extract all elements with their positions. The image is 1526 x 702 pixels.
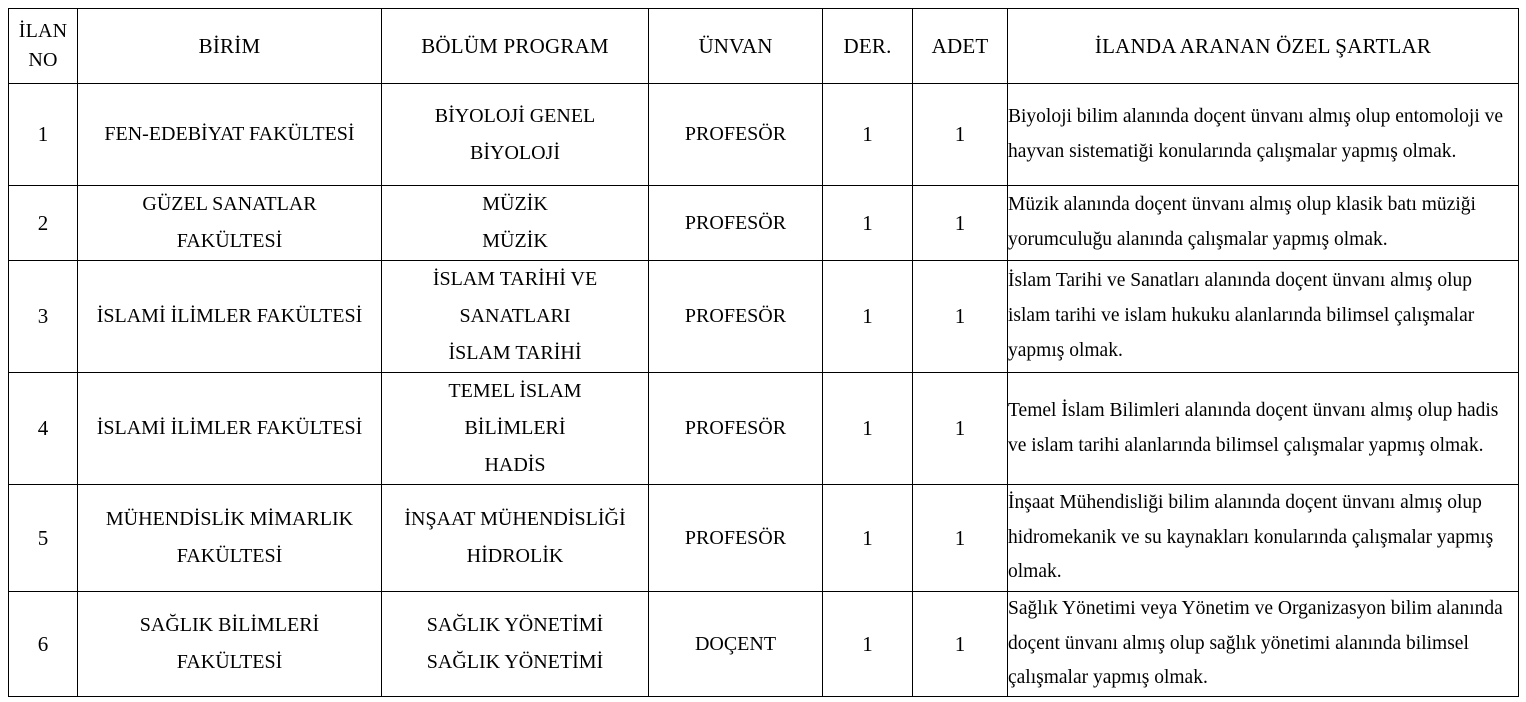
bolum-line: HİDROLİK	[466, 545, 564, 567]
birim-line: İSLAMİ İLİMLER FAKÜLTESİ	[96, 305, 363, 327]
bolum-line: İSLAM TARİHİ VE	[432, 268, 598, 290]
cell-bolum-program	[382, 186, 649, 261]
cell-bolum-program	[382, 592, 649, 697]
cell-birim	[78, 485, 382, 592]
cell-ilan-no: 2	[9, 186, 78, 261]
bolum-line: SANATLARI	[459, 305, 571, 327]
cell-unvan: DOÇENT	[649, 592, 823, 697]
bolum-line: MÜZİK	[482, 193, 548, 215]
cell-derece: 1	[823, 592, 913, 697]
column-header-adet: ADET	[913, 9, 1008, 84]
cell-bolum-program	[382, 485, 649, 592]
column-header-bolum-program: BÖLÜM PROGRAM	[382, 9, 649, 84]
academic-positions-table	[8, 8, 1519, 697]
cell-bolum-program	[382, 373, 649, 485]
table-row	[9, 592, 1519, 697]
cell-adet: 1	[913, 84, 1008, 186]
cell-adet: 1	[913, 373, 1008, 485]
bolum-line: BİYOLOJİ	[470, 141, 560, 164]
cell-unvan: PROFESÖR	[649, 373, 823, 485]
cell-derece: 1	[823, 186, 913, 261]
cell-bolum-program	[382, 261, 649, 373]
bolum-line: İNŞAAT MÜHENDİSLİĞİ	[404, 508, 626, 530]
table-header	[9, 9, 1519, 84]
cell-unvan: PROFESÖR	[649, 485, 823, 592]
cell-ilan-no: 6	[9, 592, 78, 697]
bolum-line: TEMEL İSLAM	[448, 380, 582, 402]
cell-ozel-sartlar: İnşaat Mühendisliği bilim alanında doçent ünvanı almış olup hidromekanik ve su kaynakları konularında çalışmalar yapmış olmak.	[1008, 485, 1519, 592]
cell-birim	[78, 592, 382, 697]
table-row	[9, 186, 1519, 261]
header-row	[9, 9, 1519, 84]
table-row	[9, 485, 1519, 592]
cell-bolum-program	[382, 84, 649, 186]
birim-line: SAĞLIK BİLİMLERİ	[139, 614, 320, 637]
cell-ozel-sartlar: Biyoloji bilim alanında doçent ünvanı almış olup entomoloji ve hayvan sistematiği konularında çalışmalar yapmış olmak.	[1008, 84, 1519, 186]
cell-birim	[78, 186, 382, 261]
cell-birim	[78, 84, 382, 186]
cell-ozel-sartlar: Müzik alanında doçent ünvanı almış olup klasik batı müziği yorumculuğu alanında çalışmalar yapmış olmak.	[1008, 186, 1519, 261]
cell-ilan-no: 4	[9, 373, 78, 485]
cell-unvan: PROFESÖR	[649, 84, 823, 186]
bolum-line: MÜZİK	[482, 230, 548, 252]
column-header-derece: DER.	[823, 9, 913, 84]
bolum-line: BİLİMLERİ	[464, 417, 566, 439]
cell-adet: 1	[913, 261, 1008, 373]
cell-birim	[78, 373, 382, 485]
cell-ozel-sartlar: Temel İslam Bilimleri alanında doçent ünvanı almış olup hadis ve islam tarihi alanlarında bilimsel çalışmalar yapmış olmak.	[1008, 373, 1519, 485]
bolum-line: HADİS	[484, 454, 546, 476]
cell-adet: 1	[913, 186, 1008, 261]
birim-line: FAKÜLTESİ	[176, 651, 283, 674]
cell-derece: 1	[823, 261, 913, 373]
column-header-birim: BİRİM	[78, 9, 382, 84]
birim-line: İSLAMİ İLİMLER FAKÜLTESİ	[96, 417, 363, 439]
birim-line: FAKÜLTESİ	[176, 230, 283, 252]
bolum-line: SAĞLIK YÖNETİMİ	[426, 614, 604, 637]
cell-derece: 1	[823, 373, 913, 485]
cell-derece: 1	[823, 84, 913, 186]
column-header-ozel-sartlar: İLANDA ARANAN ÖZEL ŞARTLAR	[1008, 9, 1519, 84]
cell-ozel-sartlar: İslam Tarihi ve Sanatları alanında doçent ünvanı almış olup islam tarihi ve islam hukuku alanlarında bilimsel çalışmalar yapmış olmak.	[1008, 261, 1519, 373]
ilan-no-line-1: İLAN	[18, 20, 68, 42]
ilan-no-line-2: NO	[28, 49, 58, 71]
bolum-line: BİYOLOJİ GENEL	[434, 104, 596, 127]
birim-line: MÜHENDİSLİK MİMARLIK	[105, 508, 354, 530]
cell-ilan-no: 3	[9, 261, 78, 373]
cell-unvan: PROFESÖR	[649, 186, 823, 261]
table-body	[9, 84, 1519, 697]
cell-adet: 1	[913, 485, 1008, 592]
cell-unvan: PROFESÖR	[649, 261, 823, 373]
cell-adet: 1	[913, 592, 1008, 697]
table-row	[9, 84, 1519, 186]
cell-birim	[78, 261, 382, 373]
cell-ilan-no: 5	[9, 485, 78, 592]
cell-ozel-sartlar: Sağlık Yönetimi veya Yönetim ve Organizasyon bilim alanında doçent ünvanı almış olup sağlık yönetimi alanında bilimsel çalışmalar yapmış olmak.	[1008, 592, 1519, 697]
birim-line: FEN-EDEBİYAT FAKÜLTESİ	[104, 123, 355, 145]
cell-derece: 1	[823, 485, 913, 592]
birim-line: FAKÜLTESİ	[176, 545, 283, 567]
column-header-unvan: ÜNVAN	[649, 9, 823, 84]
bolum-line: SAĞLIK YÖNETİMİ	[426, 651, 604, 674]
table-row	[9, 261, 1519, 373]
bolum-line: İSLAM TARİHİ	[448, 342, 582, 364]
column-header-ilan-no	[9, 9, 78, 84]
cell-ilan-no: 1	[9, 84, 78, 186]
table-row	[9, 373, 1519, 485]
birim-line: GÜZEL SANATLAR	[142, 193, 317, 215]
